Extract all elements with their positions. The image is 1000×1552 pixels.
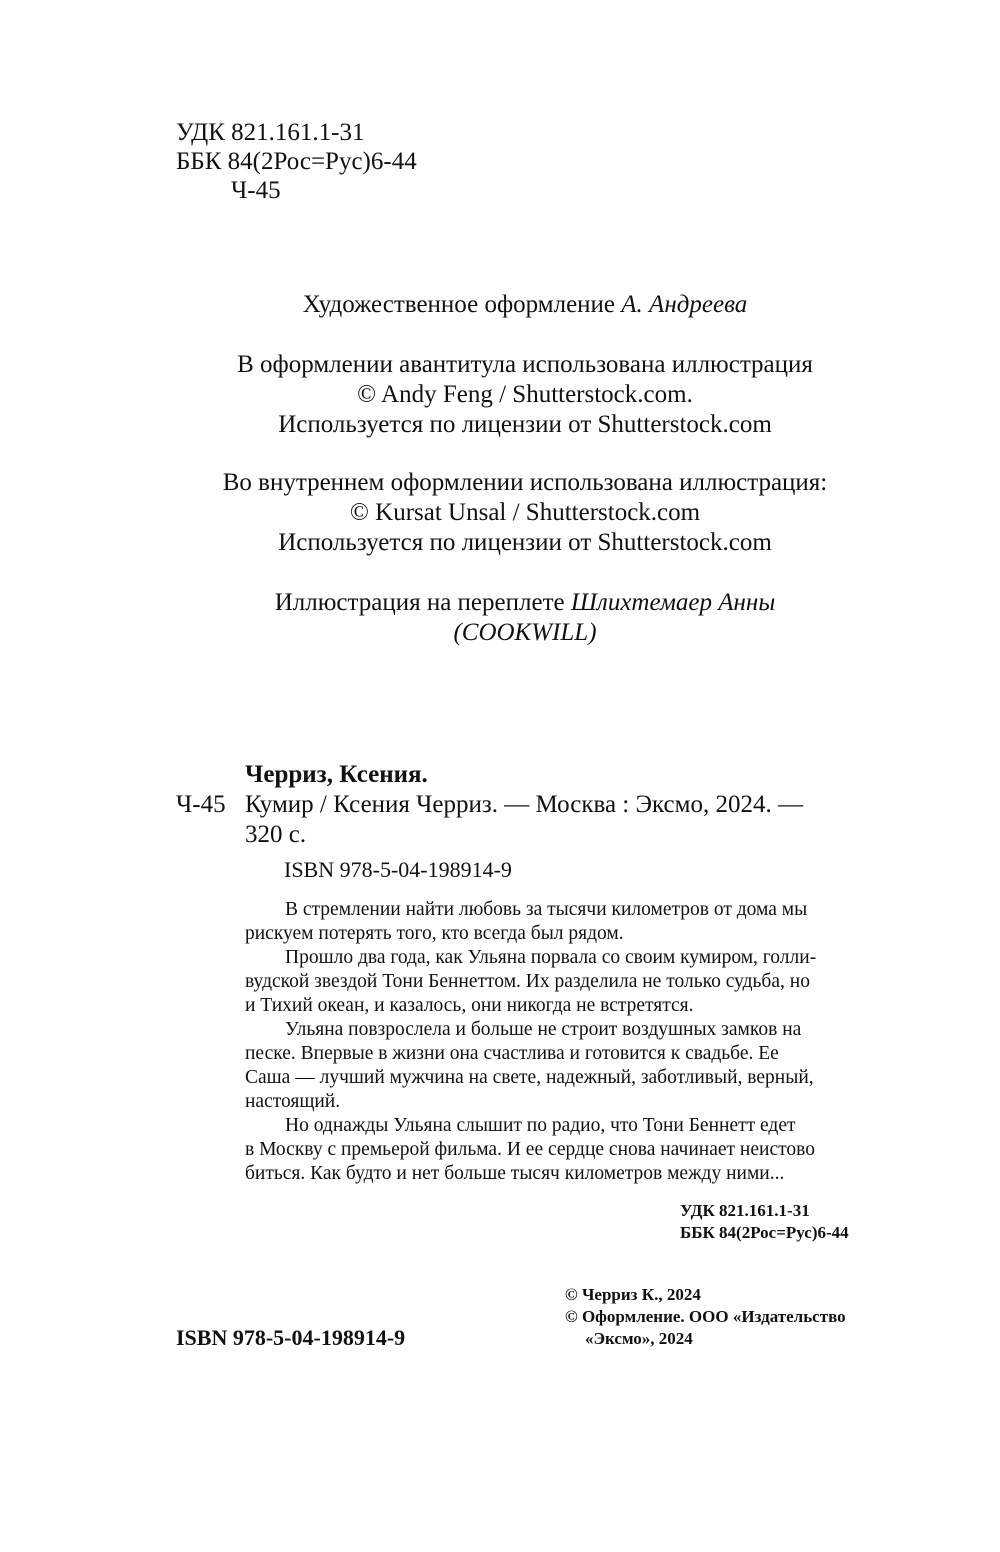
annotation-line: рискуем потерять того, кто всегда был рядом.	[245, 923, 624, 944]
avantitul-credit	[150, 350, 900, 440]
annotation-line: В стремлении найти любовь за тысячи километров от дома мы	[285, 899, 808, 920]
annotation-line: настоящий.	[245, 1091, 341, 1112]
annotation-line: вудской звездой Тони Беннеттом. Их разделила не только судьба, но	[245, 971, 810, 992]
designer-name: А. Андреева	[621, 291, 748, 318]
design-credit	[150, 290, 900, 320]
copyright-block	[565, 1284, 846, 1350]
annotation-line: Прошло два года, как Ульяна порвала со своим кумиром, голли-	[285, 947, 817, 968]
udk-code: УДК 821.161.1-31	[176, 119, 365, 146]
author-mark-record: Ч-45	[176, 791, 226, 818]
interior-credit-line-3: Используется по лицензии от Shutterstock.com	[278, 529, 772, 556]
avantitul-credit-line-2: © Andy Feng / Shutterstock.com.	[357, 381, 693, 408]
annotation-line: биться. Как будто и нет больше тысяч километров между ними...	[245, 1163, 785, 1184]
interior-credit	[150, 468, 900, 558]
avantitul-credit-line-1: В оформлении авантитула использована иллюстрация	[237, 351, 813, 378]
copyright-author: © Черриз К., 2024	[565, 1285, 701, 1304]
annotation-line: Саша — лучший мужчина на свете, надежный, заботливый, верный,	[245, 1067, 814, 1088]
annotation-line: Но однажды Ульяна слышит по радио, что Тони Беннетт едет	[285, 1115, 796, 1136]
design-credit-label: Художественное оформление	[302, 291, 622, 318]
isbn-record: ISBN 978-5-04-198914-9	[284, 857, 512, 882]
interior-credit-line-1: Во внутреннем оформлении использована иллюстрация:	[222, 469, 828, 496]
bbk-code: ББК 84(2Рос=Рус)6-44	[176, 148, 417, 175]
annotation-line: и Тихий океан, и казалось, они никогда не встретятся.	[245, 995, 694, 1016]
cover-credit-label: Иллюстрация на переплете	[274, 589, 571, 616]
annotation-line: песке. Впервые в жизни она счастлива и готовится к свадьбе. Ее	[245, 1043, 779, 1064]
page-count: 320 с.	[245, 821, 307, 848]
copyright-design: © Оформление. ООО «Издательство	[565, 1307, 846, 1326]
annotation	[245, 898, 875, 1186]
footer-classification-codes	[680, 1200, 849, 1244]
cover-artist-name: Шлихтемаер Анны	[570, 589, 776, 616]
annotation-line: Ульяна повзрослела и больше не строит воздушных замков на	[285, 1019, 802, 1040]
footer-udk-code: УДК 821.161.1-31	[680, 1201, 810, 1220]
footer-bbk-code: ББК 84(2Рос=Рус)6-44	[680, 1223, 849, 1242]
interior-credit-line-2: © Kursat Unsal / Shutterstock.com	[349, 499, 701, 526]
copyright-publisher: «Эксмо», 2024	[585, 1329, 693, 1348]
book-title-line: Кумир / Ксения Черриз. — Москва : Эксмо, 2024. —	[245, 791, 803, 818]
cover-credit	[150, 588, 900, 648]
cover-artist-alias: (COOKWILL)	[453, 619, 597, 646]
author-mark: Ч-45	[231, 177, 281, 204]
isbn-footer: ISBN 978-5-04-198914-9	[176, 1325, 406, 1350]
classification-codes	[176, 118, 417, 205]
annotation-line: в Москву с премьерой фильма. И ее сердце снова начинает неистово	[245, 1139, 815, 1160]
avantitul-credit-line-3: Используется по лицензии от Shutterstock.com	[278, 411, 772, 438]
book-author: Черриз, Ксения.	[245, 761, 428, 788]
